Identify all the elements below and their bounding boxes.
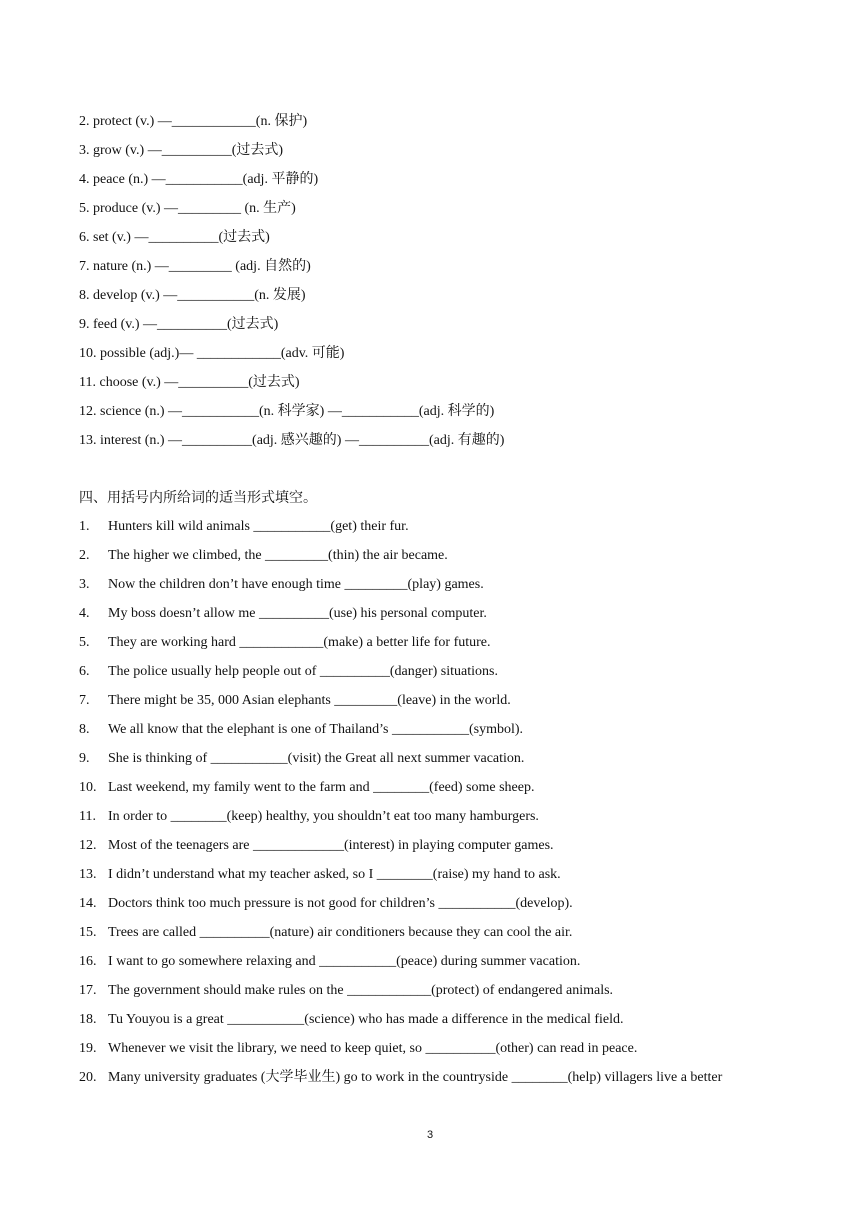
- item-number: 11.: [79, 809, 96, 824]
- fill-blank-item: [79, 633, 799, 662]
- word-form-item: 9. feed (v.) —__________(过去式): [79, 317, 279, 332]
- fill-blank-item: [79, 836, 799, 865]
- item-number: 10.: [79, 780, 97, 795]
- fill-blank-item: [79, 894, 799, 923]
- item-sentence: Trees are called __________(nature) air conditioners because they can cool the air.: [108, 925, 573, 940]
- fill-blank-item: [79, 691, 799, 720]
- item-number: 20.: [79, 1070, 97, 1085]
- item-number: 2.: [79, 548, 90, 563]
- item-sentence: Tu Youyou is a great ___________(science) who has made a difference in the medical field.: [108, 1012, 624, 1027]
- fill-blank-item: [79, 1039, 799, 1068]
- fill-blank-item: [79, 662, 799, 691]
- item-number: 1.: [79, 519, 90, 534]
- item-sentence: Now the children don’t have enough time _________(play) games.: [108, 577, 484, 592]
- fill-blank-item: [79, 1068, 799, 1097]
- item-number: 8.: [79, 722, 90, 737]
- section-heading: 四、用括号内所给词的适当形式填空。: [79, 491, 317, 506]
- item-sentence: Last weekend, my family went to the farm and ________(feed) some sheep.: [108, 780, 535, 795]
- item-sentence: Whenever we visit the library, we need to keep quiet, so __________(other) can read in peace.: [108, 1041, 638, 1056]
- word-form-item: 13. interest (n.) —__________(adj. 感兴趣的) —__________(adj. 有趣的): [79, 433, 505, 448]
- item-number: 6.: [79, 664, 90, 679]
- item-number: 18.: [79, 1012, 97, 1027]
- word-form-item: 10. possible (adj.)— ____________(adv. 可能): [79, 346, 345, 361]
- fill-blank-item: [79, 778, 799, 807]
- item-sentence: They are working hard ____________(make) a better life for future.: [108, 635, 491, 650]
- word-form-item: 3. grow (v.) —__________(过去式): [79, 143, 284, 158]
- item-number: 15.: [79, 925, 97, 940]
- item-number: 16.: [79, 954, 97, 969]
- item-number: 5.: [79, 635, 90, 650]
- item-number: 19.: [79, 1041, 97, 1056]
- item-number: 13.: [79, 867, 97, 882]
- fill-blank-item: [79, 575, 799, 604]
- page-number: 3: [426, 1129, 434, 1141]
- fill-blank-item: [79, 952, 799, 981]
- item-sentence: My boss doesn’t allow me __________(use) his personal computer.: [108, 606, 487, 621]
- item-number: 7.: [79, 693, 90, 708]
- fill-blank-item: [79, 546, 799, 575]
- item-sentence: Many university graduates (大学毕业生) go to work in the countryside ________(help) villagers live a better: [108, 1070, 723, 1085]
- fill-blank-item: [79, 807, 799, 836]
- item-sentence: I want to go somewhere relaxing and ___________(peace) during summer vacation.: [108, 954, 581, 969]
- item-sentence: Doctors think too much pressure is not good for children’s ___________(develop).: [108, 896, 573, 911]
- fill-blank-item: [79, 720, 799, 749]
- item-sentence: There might be 35, 000 Asian elephants _________(leave) in the world.: [108, 693, 511, 708]
- fill-blank-item: [79, 1010, 799, 1039]
- fill-blank-list: [79, 517, 799, 1097]
- item-number: 12.: [79, 838, 97, 853]
- fill-blank-item: [79, 981, 799, 1010]
- item-sentence: The police usually help people out of __________(danger) situations.: [108, 664, 498, 679]
- word-form-item: 11. choose (v.) —__________(过去式): [79, 375, 300, 390]
- item-sentence: She is thinking of ___________(visit) the Great all next summer vacation.: [108, 751, 525, 766]
- item-sentence: The government should make rules on the ____________(protect) of endangered animals.: [108, 983, 614, 998]
- word-form-item: 4. peace (n.) —___________(adj. 平静的): [79, 172, 319, 187]
- word-form-item: 2. protect (v.) —____________(n. 保护): [79, 114, 308, 129]
- item-number: 3.: [79, 577, 90, 592]
- word-form-item: 12. science (n.) —___________(n. 科学家) —___________(adj. 科学的): [79, 404, 495, 419]
- fill-blank-item: [79, 749, 799, 778]
- fill-blank-item: [79, 923, 799, 952]
- item-number: 4.: [79, 606, 90, 621]
- item-sentence: Hunters kill wild animals ___________(get) their fur.: [108, 519, 409, 534]
- word-form-list: [79, 112, 504, 460]
- item-number: 17.: [79, 983, 97, 998]
- fill-blank-item: [79, 865, 799, 894]
- word-form-item: 8. develop (v.) —___________(n. 发展): [79, 288, 306, 303]
- word-form-item: 5. produce (v.) —_________ (n. 生产): [79, 201, 296, 216]
- fill-blank-item: [79, 604, 799, 633]
- fill-blank-item: [79, 517, 799, 546]
- item-sentence: We all know that the elephant is one of Thailand’s ___________(symbol).: [108, 722, 524, 737]
- item-number: 9.: [79, 751, 90, 766]
- item-sentence: Most of the teenagers are _____________(interest) in playing computer games.: [108, 838, 554, 853]
- item-number: 14.: [79, 896, 97, 911]
- item-sentence: I didn’t understand what my teacher asked, so I ________(raise) my hand to ask.: [108, 867, 561, 882]
- word-form-item: 6. set (v.) —__________(过去式): [79, 230, 270, 245]
- item-sentence: In order to ________(keep) healthy, you shouldn’t eat too many hamburgers.: [108, 809, 539, 824]
- word-form-item: 7. nature (n.) —_________ (adj. 自然的): [79, 259, 311, 274]
- item-sentence: The higher we climbed, the _________(thin) the air became.: [108, 548, 448, 563]
